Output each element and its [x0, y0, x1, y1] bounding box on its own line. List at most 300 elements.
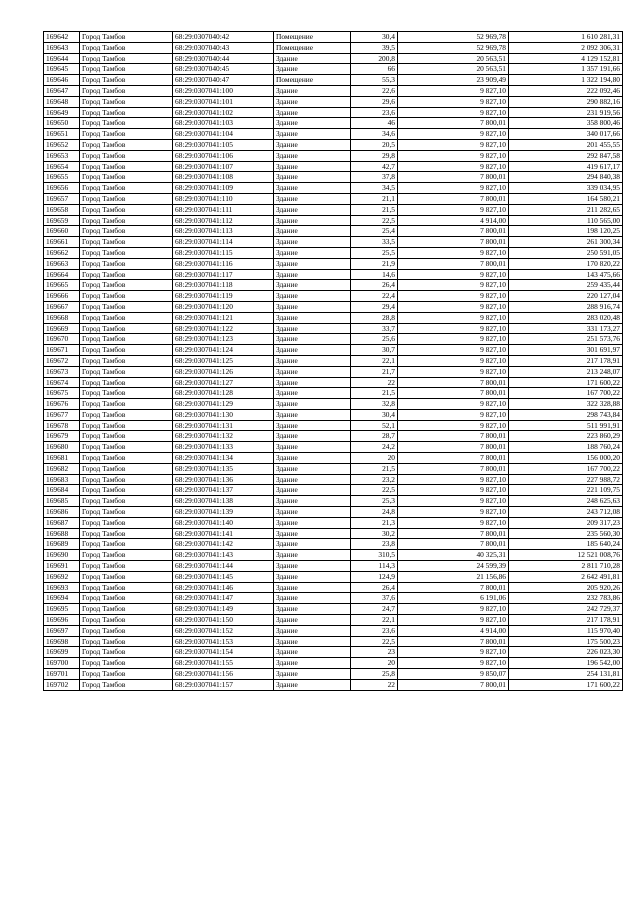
cadastral-number-cell: 68:29:0307041:103: [173, 118, 274, 129]
specific-value-cell: 7 800,01: [398, 193, 509, 204]
cadastral-value-cell: 331 173,27: [509, 323, 623, 334]
area-cell: 310,5: [351, 550, 398, 561]
row-number-cell: 169692: [44, 571, 80, 582]
cadastral-value-cell: 12 521 008,76: [509, 550, 623, 561]
city-cell: Город Тамбов: [80, 453, 173, 464]
specific-value-cell: 9 827,10: [398, 355, 509, 366]
city-cell: Город Тамбов: [80, 463, 173, 474]
table-row: [44, 485, 623, 496]
specific-value-cell: 7 800,01: [398, 679, 509, 690]
specific-value-cell: 9 827,10: [398, 399, 509, 410]
row-number-cell: 169651: [44, 129, 80, 140]
cadastral-number-cell: 68:29:0307041:146: [173, 582, 274, 593]
area-cell: 26,4: [351, 280, 398, 291]
cadastral-value-cell: 419 617,17: [509, 161, 623, 172]
area-cell: 21,1: [351, 193, 398, 204]
specific-value-cell: 7 800,01: [398, 636, 509, 647]
cadastral-value-cell: 143 475,66: [509, 269, 623, 280]
city-cell: Город Тамбов: [80, 355, 173, 366]
object-type-cell: Здание: [274, 442, 351, 453]
row-number-cell: 169658: [44, 204, 80, 215]
cadastral-number-cell: 68:29:0307041:152: [173, 625, 274, 636]
cadastral-number-cell: 68:29:0307040:42: [173, 32, 274, 43]
cadastral-number-cell: 68:29:0307040:43: [173, 42, 274, 53]
row-number-cell: 169664: [44, 269, 80, 280]
row-number-cell: 169698: [44, 636, 80, 647]
cadastral-value-cell: 217 178,91: [509, 355, 623, 366]
area-cell: 37,8: [351, 172, 398, 183]
object-type-cell: Здание: [274, 150, 351, 161]
area-cell: 22,5: [351, 636, 398, 647]
city-cell: Город Тамбов: [80, 42, 173, 53]
row-number-cell: 169657: [44, 193, 80, 204]
row-number-cell: 169697: [44, 625, 80, 636]
specific-value-cell: 24 599,39: [398, 561, 509, 572]
object-type-cell: Здание: [274, 517, 351, 528]
cadastral-number-cell: 68:29:0307041:102: [173, 107, 274, 118]
city-cell: Город Тамбов: [80, 150, 173, 161]
cadastral-number-cell: 68:29:0307041:133: [173, 442, 274, 453]
specific-value-cell: 9 827,10: [398, 107, 509, 118]
cadastral-value-cell: 288 916,74: [509, 301, 623, 312]
cadastral-value-cell: 226 023,30: [509, 647, 623, 658]
area-cell: 37,6: [351, 593, 398, 604]
cadastral-value-cell: 294 840,38: [509, 172, 623, 183]
area-cell: 23,8: [351, 539, 398, 550]
table-row: [44, 669, 623, 680]
row-number-cell: 169646: [44, 75, 80, 86]
cadastral-value-cell: 340 017,66: [509, 129, 623, 140]
specific-value-cell: 9 827,10: [398, 345, 509, 356]
object-type-cell: Здание: [274, 96, 351, 107]
city-cell: Город Тамбов: [80, 53, 173, 64]
cadastral-number-cell: 68:29:0307041:142: [173, 539, 274, 550]
cadastral-number-cell: 68:29:0307041:124: [173, 345, 274, 356]
row-number-cell: 169681: [44, 453, 80, 464]
cadastral-number-cell: 68:29:0307041:109: [173, 183, 274, 194]
object-type-cell: Здание: [274, 582, 351, 593]
area-cell: 33,7: [351, 323, 398, 334]
table-row: [44, 345, 623, 356]
specific-value-cell: 7 800,01: [398, 237, 509, 248]
object-type-cell: Здание: [274, 571, 351, 582]
object-type-cell: Здание: [274, 431, 351, 442]
specific-value-cell: 7 800,01: [398, 388, 509, 399]
city-cell: Город Тамбов: [80, 496, 173, 507]
area-cell: 23,2: [351, 474, 398, 485]
row-number-cell: 169647: [44, 85, 80, 96]
specific-value-cell: 9 827,10: [398, 366, 509, 377]
row-number-cell: 169687: [44, 517, 80, 528]
city-cell: Город Тамбов: [80, 593, 173, 604]
cadastral-value-cell: 1 610 281,31: [509, 32, 623, 43]
cadastral-value-cell: 220 127,04: [509, 291, 623, 302]
cadastral-number-cell: 68:29:0307041:155: [173, 658, 274, 669]
cadastral-value-cell: 170 820,22: [509, 258, 623, 269]
specific-value-cell: 9 827,10: [398, 247, 509, 258]
cadastral-value-cell: 188 760,24: [509, 442, 623, 453]
object-type-cell: Здание: [274, 593, 351, 604]
cadastral-number-cell: 68:29:0307041:115: [173, 247, 274, 258]
specific-value-cell: 52 969,78: [398, 32, 509, 43]
area-cell: 200,8: [351, 53, 398, 64]
city-cell: Город Тамбов: [80, 139, 173, 150]
city-cell: Город Тамбов: [80, 237, 173, 248]
row-number-cell: 169662: [44, 247, 80, 258]
city-cell: Город Тамбов: [80, 161, 173, 172]
row-number-cell: 169642: [44, 32, 80, 43]
object-type-cell: Здание: [274, 496, 351, 507]
specific-value-cell: 9 827,10: [398, 139, 509, 150]
table-row: [44, 366, 623, 377]
object-type-cell: Здание: [274, 669, 351, 680]
area-cell: 25,6: [351, 334, 398, 345]
object-type-cell: Здание: [274, 409, 351, 420]
area-cell: 29,6: [351, 96, 398, 107]
table-row: [44, 528, 623, 539]
row-number-cell: 169665: [44, 280, 80, 291]
object-type-cell: Здание: [274, 312, 351, 323]
object-type-cell: Здание: [274, 604, 351, 615]
city-cell: Город Тамбов: [80, 247, 173, 258]
cadastral-value-table: [43, 31, 623, 691]
object-type-cell: Здание: [274, 183, 351, 194]
cadastral-number-cell: 68:29:0307041:141: [173, 528, 274, 539]
area-cell: 22,5: [351, 215, 398, 226]
area-cell: 28,8: [351, 312, 398, 323]
cadastral-number-cell: 68:29:0307041:144: [173, 561, 274, 572]
specific-value-cell: 9 827,10: [398, 301, 509, 312]
city-cell: Город Тамбов: [80, 204, 173, 215]
cadastral-number-cell: 68:29:0307041:147: [173, 593, 274, 604]
cadastral-number-cell: 68:29:0307040:44: [173, 53, 274, 64]
row-number-cell: 169685: [44, 496, 80, 507]
area-cell: 24,8: [351, 507, 398, 518]
cadastral-value-cell: 185 640,24: [509, 539, 623, 550]
specific-value-cell: 7 800,01: [398, 377, 509, 388]
area-cell: 22: [351, 679, 398, 690]
city-cell: Город Тамбов: [80, 550, 173, 561]
table-row: [44, 571, 623, 582]
cadastral-value-cell: 242 729,37: [509, 604, 623, 615]
cadastral-value-cell: 110 565,00: [509, 215, 623, 226]
area-cell: 33,5: [351, 237, 398, 248]
table-row: [44, 107, 623, 118]
city-cell: Город Тамбов: [80, 312, 173, 323]
row-number-cell: 169645: [44, 64, 80, 75]
city-cell: Город Тамбов: [80, 571, 173, 582]
table-row: [44, 258, 623, 269]
table-row: [44, 496, 623, 507]
cadastral-value-cell: 248 625,63: [509, 496, 623, 507]
table-row: [44, 593, 623, 604]
specific-value-cell: 23 909,49: [398, 75, 509, 86]
table-row: [44, 442, 623, 453]
cadastral-value-cell: 2 092 306,31: [509, 42, 623, 53]
object-type-cell: Здание: [274, 355, 351, 366]
cadastral-number-cell: 68:29:0307041:145: [173, 571, 274, 582]
specific-value-cell: 9 827,10: [398, 507, 509, 518]
city-cell: Город Тамбов: [80, 507, 173, 518]
area-cell: 24,7: [351, 604, 398, 615]
specific-value-cell: 20 563,51: [398, 64, 509, 75]
area-cell: 114,3: [351, 561, 398, 572]
cadastral-number-cell: 68:29:0307041:107: [173, 161, 274, 172]
specific-value-cell: 9 827,10: [398, 474, 509, 485]
city-cell: Город Тамбов: [80, 474, 173, 485]
row-number-cell: 169649: [44, 107, 80, 118]
cadastral-number-cell: 68:29:0307041:137: [173, 485, 274, 496]
cadastral-value-cell: 358 800,46: [509, 118, 623, 129]
table-row: [44, 269, 623, 280]
table-row: [44, 75, 623, 86]
city-cell: Город Тамбов: [80, 75, 173, 86]
city-cell: Город Тамбов: [80, 345, 173, 356]
object-type-cell: Здание: [274, 269, 351, 280]
row-number-cell: 169702: [44, 679, 80, 690]
specific-value-cell: 7 800,01: [398, 463, 509, 474]
specific-value-cell: 9 850,07: [398, 669, 509, 680]
area-cell: 20,5: [351, 139, 398, 150]
cadastral-value-cell: 221 109,75: [509, 485, 623, 496]
cadastral-number-cell: 68:29:0307041:150: [173, 615, 274, 626]
cadastral-value-cell: 261 300,34: [509, 237, 623, 248]
city-cell: Город Тамбов: [80, 615, 173, 626]
specific-value-cell: 9 827,10: [398, 409, 509, 420]
table-row: [44, 550, 623, 561]
specific-value-cell: 9 827,10: [398, 269, 509, 280]
cadastral-value-cell: 2 642 491,81: [509, 571, 623, 582]
cadastral-number-cell: 68:29:0307041:135: [173, 463, 274, 474]
cadastral-value-cell: 298 743,84: [509, 409, 623, 420]
area-cell: 14,6: [351, 269, 398, 280]
cadastral-value-cell: 223 860,29: [509, 431, 623, 442]
object-type-cell: Здание: [274, 507, 351, 518]
table-row: [44, 463, 623, 474]
row-number-cell: 169683: [44, 474, 80, 485]
specific-value-cell: 7 800,01: [398, 442, 509, 453]
city-cell: Город Тамбов: [80, 539, 173, 550]
row-number-cell: 169686: [44, 507, 80, 518]
table-row: [44, 399, 623, 410]
cadastral-number-cell: 68:29:0307041:125: [173, 355, 274, 366]
cadastral-value-cell: 1 322 194,80: [509, 75, 623, 86]
row-number-cell: 169682: [44, 463, 80, 474]
table-row: [44, 193, 623, 204]
table-row: [44, 96, 623, 107]
area-cell: 24,2: [351, 442, 398, 453]
table-row: [44, 42, 623, 53]
cadastral-number-cell: 68:29:0307041:111: [173, 204, 274, 215]
specific-value-cell: 9 827,10: [398, 485, 509, 496]
specific-value-cell: 4 914,00: [398, 215, 509, 226]
area-cell: 22,4: [351, 291, 398, 302]
table-row: [44, 53, 623, 64]
row-number-cell: 169677: [44, 409, 80, 420]
area-cell: 25,5: [351, 247, 398, 258]
city-cell: Город Тамбов: [80, 129, 173, 140]
table-row: [44, 32, 623, 43]
cadastral-number-cell: 68:29:0307041:157: [173, 679, 274, 690]
cadastral-value-cell: 209 317,23: [509, 517, 623, 528]
object-type-cell: Здание: [274, 679, 351, 690]
area-cell: 21,3: [351, 517, 398, 528]
specific-value-cell: 9 827,10: [398, 323, 509, 334]
cadastral-value-cell: 339 034,95: [509, 183, 623, 194]
specific-value-cell: 9 827,10: [398, 96, 509, 107]
specific-value-cell: 9 827,10: [398, 280, 509, 291]
cadastral-number-cell: 68:29:0307041:154: [173, 647, 274, 658]
cadastral-number-cell: 68:29:0307041:118: [173, 280, 274, 291]
object-type-cell: Здание: [274, 301, 351, 312]
cadastral-value-cell: 290 882,16: [509, 96, 623, 107]
cadastral-value-cell: 254 131,81: [509, 669, 623, 680]
table-row: [44, 323, 623, 334]
table-row: [44, 172, 623, 183]
object-type-cell: Здание: [274, 323, 351, 334]
row-number-cell: 169672: [44, 355, 80, 366]
row-number-cell: 169693: [44, 582, 80, 593]
row-number-cell: 169675: [44, 388, 80, 399]
object-type-cell: Здание: [274, 161, 351, 172]
table-row: [44, 64, 623, 75]
city-cell: Город Тамбов: [80, 679, 173, 690]
object-type-cell: Здание: [274, 129, 351, 140]
table-row: [44, 334, 623, 345]
object-type-cell: Здание: [274, 172, 351, 183]
city-cell: Город Тамбов: [80, 420, 173, 431]
row-number-cell: 169643: [44, 42, 80, 53]
area-cell: 30,2: [351, 528, 398, 539]
specific-value-cell: 9 827,10: [398, 334, 509, 345]
area-cell: 23: [351, 647, 398, 658]
cadastral-number-cell: 68:29:0307040:45: [173, 64, 274, 75]
cadastral-value-cell: 222 092,46: [509, 85, 623, 96]
area-cell: 30,4: [351, 32, 398, 43]
table-row: [44, 301, 623, 312]
city-cell: Город Тамбов: [80, 399, 173, 410]
specific-value-cell: 9 827,10: [398, 85, 509, 96]
object-type-cell: Здание: [274, 485, 351, 496]
area-cell: 21,5: [351, 204, 398, 215]
city-cell: Город Тамбов: [80, 388, 173, 399]
table-row: [44, 679, 623, 690]
table-row: [44, 161, 623, 172]
row-number-cell: 169659: [44, 215, 80, 226]
cadastral-number-cell: 68:29:0307041:100: [173, 85, 274, 96]
table-body: [44, 32, 623, 691]
object-type-cell: Здание: [274, 345, 351, 356]
cadastral-number-cell: 68:29:0307041:129: [173, 399, 274, 410]
table-row: [44, 431, 623, 442]
specific-value-cell: 9 827,10: [398, 517, 509, 528]
area-cell: 29,4: [351, 301, 398, 312]
object-type-cell: Здание: [274, 377, 351, 388]
row-number-cell: 169688: [44, 528, 80, 539]
city-cell: Город Тамбов: [80, 32, 173, 43]
specific-value-cell: 9 827,10: [398, 312, 509, 323]
specific-value-cell: 9 827,10: [398, 420, 509, 431]
specific-value-cell: 7 800,01: [398, 226, 509, 237]
table-row: [44, 377, 623, 388]
table-row: [44, 409, 623, 420]
row-number-cell: 169671: [44, 345, 80, 356]
city-cell: Город Тамбов: [80, 85, 173, 96]
object-type-cell: Здание: [274, 85, 351, 96]
object-type-cell: Здание: [274, 625, 351, 636]
city-cell: Город Тамбов: [80, 215, 173, 226]
table-row: [44, 615, 623, 626]
specific-value-cell: 9 827,10: [398, 150, 509, 161]
cadastral-value-cell: 231 919,56: [509, 107, 623, 118]
cadastral-number-cell: 68:29:0307041:116: [173, 258, 274, 269]
object-type-cell: Здание: [274, 291, 351, 302]
specific-value-cell: 9 827,10: [398, 129, 509, 140]
specific-value-cell: 9 827,10: [398, 183, 509, 194]
object-type-cell: Здание: [274, 474, 351, 485]
area-cell: 30,7: [351, 345, 398, 356]
area-cell: 21,5: [351, 388, 398, 399]
cadastral-number-cell: 68:29:0307041:104: [173, 129, 274, 140]
object-type-cell: Здание: [274, 64, 351, 75]
row-number-cell: 169650: [44, 118, 80, 129]
cadastral-number-cell: 68:29:0307041:128: [173, 388, 274, 399]
city-cell: Город Тамбов: [80, 193, 173, 204]
area-cell: 30,4: [351, 409, 398, 420]
area-cell: 20: [351, 453, 398, 464]
cadastral-number-cell: 68:29:0307041:127: [173, 377, 274, 388]
object-type-cell: Здание: [274, 215, 351, 226]
cadastral-value-cell: 167 700,22: [509, 388, 623, 399]
row-number-cell: 169676: [44, 399, 80, 410]
table-row: [44, 280, 623, 291]
table-row: [44, 247, 623, 258]
specific-value-cell: 7 800,01: [398, 431, 509, 442]
cadastral-value-table-page: [43, 31, 622, 691]
city-cell: Город Тамбов: [80, 118, 173, 129]
cadastral-value-cell: 227 988,72: [509, 474, 623, 485]
area-cell: 22: [351, 377, 398, 388]
object-type-cell: Здание: [274, 420, 351, 431]
cadastral-number-cell: 68:29:0307041:156: [173, 669, 274, 680]
city-cell: Город Тамбов: [80, 561, 173, 572]
city-cell: Город Тамбов: [80, 485, 173, 496]
specific-value-cell: 7 800,01: [398, 118, 509, 129]
row-number-cell: 169699: [44, 647, 80, 658]
cadastral-value-cell: 322 328,88: [509, 399, 623, 410]
city-cell: Город Тамбов: [80, 183, 173, 194]
cadastral-value-cell: 235 560,30: [509, 528, 623, 539]
area-cell: 29,8: [351, 150, 398, 161]
row-number-cell: 169654: [44, 161, 80, 172]
cadastral-number-cell: 68:29:0307041:132: [173, 431, 274, 442]
object-type-cell: Здание: [274, 647, 351, 658]
object-type-cell: Здание: [274, 204, 351, 215]
cadastral-number-cell: 68:29:0307041:130: [173, 409, 274, 420]
cadastral-value-cell: 251 573,76: [509, 334, 623, 345]
cadastral-number-cell: 68:29:0307041:121: [173, 312, 274, 323]
row-number-cell: 169678: [44, 420, 80, 431]
cadastral-number-cell: 68:29:0307041:106: [173, 150, 274, 161]
specific-value-cell: 9 827,10: [398, 658, 509, 669]
row-number-cell: 169653: [44, 150, 80, 161]
object-type-cell: Помещение: [274, 32, 351, 43]
area-cell: 32,8: [351, 399, 398, 410]
row-number-cell: 169674: [44, 377, 80, 388]
table-row: [44, 636, 623, 647]
cadastral-value-cell: 511 991,91: [509, 420, 623, 431]
cadastral-value-cell: 167 700,22: [509, 463, 623, 474]
